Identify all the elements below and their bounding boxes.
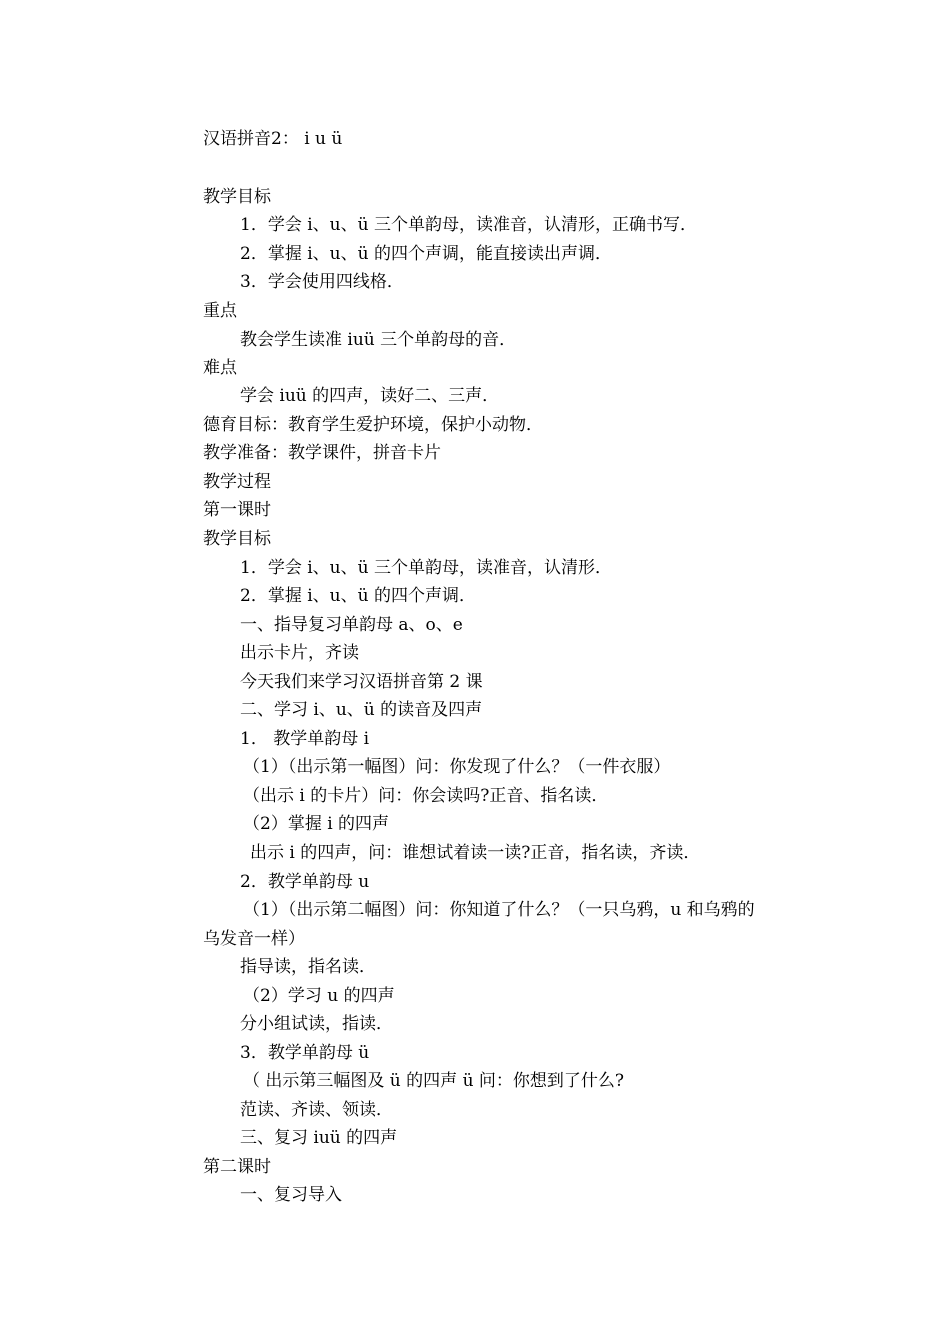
paragraph: 教学准备：教学课件，拼音卡片 <box>203 443 441 463</box>
paragraph: （1）（出示第二幅图）问：你知道了什么？（一只乌鸦，u 和乌鸦的 <box>243 900 755 920</box>
paragraph: 2．教学单韵母 u <box>240 872 370 892</box>
heading-difficulties: 难点 <box>203 358 237 378</box>
paragraph: 出示卡片，齐读 <box>240 643 359 663</box>
paragraph: （1）（出示第一幅图）问：你发现了什么？（一件衣服） <box>243 757 671 777</box>
goal-item: 3．学会使用四线格． <box>240 272 404 292</box>
section-heading: 一、复习导入 <box>240 1185 342 1205</box>
heading-key-points: 重点 <box>203 301 237 321</box>
paragraph: （2）掌握 i 的四声 <box>243 814 390 834</box>
section-heading: 三、复习 iuü 的四声 <box>240 1128 398 1148</box>
paragraph: （出示 i 的卡片）问：你会读吗?正音、指名读． <box>243 786 609 806</box>
heading-first-lesson: 第一课时 <box>203 500 271 520</box>
paragraph: 3．教学单韵母 ü <box>240 1043 370 1063</box>
goal-item: 1．学会 i、u、ü 三个单韵母，读准音，认清形，正确书写． <box>240 215 697 235</box>
goal-item: 2．掌握 i、u、ü 的四个声调． <box>240 586 476 606</box>
document-title: 汉语拼音2： i u ü <box>203 129 343 149</box>
section-heading: 二、学习 i、u、ü 的读音及四声 <box>240 700 483 720</box>
heading-teaching-goals: 教学目标 <box>203 529 271 549</box>
paragraph: （2）学习 u 的四声 <box>243 986 395 1006</box>
paragraph: 乌发音一样） <box>203 929 305 949</box>
heading-teaching-goals: 教学目标 <box>203 187 271 207</box>
paragraph: 今天我们来学习汉语拼音第 2 课 <box>240 672 483 692</box>
paragraph: 指导读，指名读． <box>240 957 376 977</box>
goal-item: 1．学会 i、u、ü 三个单韵母，读准音，认清形． <box>240 558 612 578</box>
heading-teaching-process: 教学过程 <box>203 472 271 492</box>
goal-item: 2．掌握 i、u、ü 的四个声调，能直接读出声调． <box>240 244 612 264</box>
paragraph: 德育目标：教育学生爱护环境，保护小动物． <box>203 415 543 435</box>
paragraph: 出示 i 的四声，问：谁想试着读一读?正音，指名读，齐读． <box>250 843 701 863</box>
paragraph: 1． 教学单韵母 i <box>240 729 370 749</box>
paragraph: 教会学生读准 iuü 三个单韵母的音． <box>240 330 517 350</box>
heading-second-lesson: 第二课时 <box>203 1157 271 1177</box>
paragraph: 分小组试读，指读． <box>240 1014 393 1034</box>
section-heading: 一、指导复习单韵母 a、o、e <box>240 615 463 635</box>
paragraph: （ 出示第三幅图及 ü 的四声 ü 问：你想到了什么? <box>243 1071 625 1091</box>
paragraph: 学会 iuü 的四声，读好二、三声． <box>240 386 500 406</box>
paragraph: 范读、齐读、领读． <box>240 1100 393 1120</box>
